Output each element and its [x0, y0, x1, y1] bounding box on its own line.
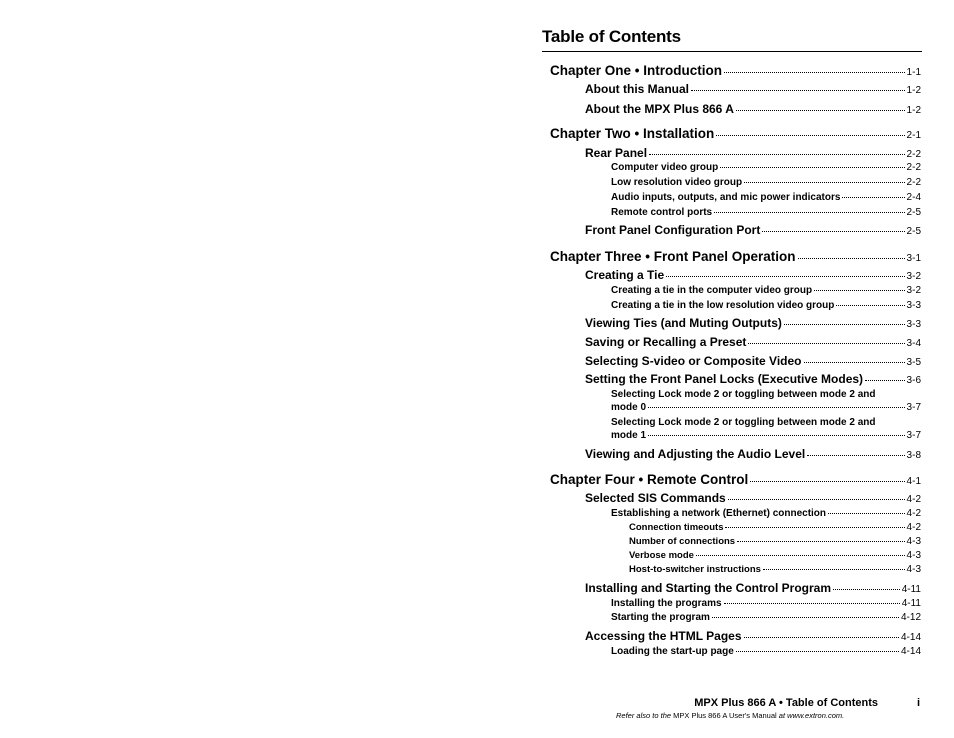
toc-page-number: 4-3: [906, 564, 921, 575]
toc-page-number: 4-11: [901, 584, 921, 595]
toc-label: Chapter Two • Installation: [550, 126, 715, 141]
toc-label: mode 0: [611, 402, 647, 413]
toc-label: Installing the programs: [611, 598, 722, 609]
toc-entry[interactable]: [585, 102, 921, 116]
toc-page-number: 2-2: [906, 162, 921, 173]
dot-leader: [836, 304, 904, 306]
dot-leader: [724, 71, 905, 73]
toc-page-number: 3-3: [906, 300, 921, 311]
toc-subentry[interactable]: [611, 646, 921, 657]
toc-page-number: 3-3: [906, 319, 921, 330]
toc-label: Viewing and Adjusting the Audio Level: [585, 447, 806, 461]
toc-label: Remote control ports: [611, 207, 713, 218]
toc-page-number: 3-6: [906, 375, 921, 386]
toc-subentry[interactable]: [611, 162, 921, 173]
toc-label: Viewing Ties (and Muting Outputs): [585, 316, 782, 330]
footer-note: [616, 711, 844, 720]
dot-leader: [750, 480, 904, 482]
toc-page-number: 1-2: [906, 105, 921, 116]
toc-subentry[interactable]: [611, 598, 921, 609]
toc-label: Selecting S-video or Composite Video: [585, 354, 802, 368]
dot-leader: [833, 588, 900, 590]
toc-entry[interactable]: [585, 447, 921, 461]
toc-subentry[interactable]: [611, 402, 921, 413]
toc-entry[interactable]: [585, 223, 921, 237]
toc-page-number: 4-12: [900, 612, 921, 623]
toc-page-number: 2-1: [906, 130, 921, 141]
dot-leader: [712, 616, 899, 618]
dot-leader: [725, 526, 904, 528]
toc-label: Host-to-switcher instructions: [629, 564, 761, 575]
toc-page-number: 4-14: [900, 646, 921, 657]
toc-label: Chapter Four • Remote Control: [550, 472, 749, 487]
toc-entry[interactable]: [585, 316, 921, 330]
dot-leader: [716, 134, 904, 136]
dot-leader: [784, 323, 905, 325]
toc-page-number: 3-2: [906, 285, 921, 296]
toc-label: About this Manual: [585, 82, 689, 96]
footer-page-number: i: [917, 697, 921, 709]
toc-subentry[interactable]: [611, 300, 921, 311]
dot-leader: [798, 257, 905, 259]
toc-page-number: 1-1: [906, 67, 921, 78]
footer-title: MPX Plus 866 A • Table of Contents: [694, 697, 878, 709]
toc-subentry[interactable]: [611, 177, 921, 188]
toc-page-number: 4-2: [906, 494, 921, 505]
dot-leader: [728, 498, 905, 500]
toc-label: Chapter Three • Front Panel Operation: [550, 249, 796, 264]
footer-note-prefix: Refer also to the: [616, 711, 672, 720]
toc-label: Rear Panel: [585, 146, 648, 160]
toc-subentry[interactable]: [611, 508, 921, 519]
toc-page-number: 3-7: [906, 402, 921, 413]
toc-chapter[interactable]: [550, 472, 921, 487]
toc-subentry-line1[interactable]: Selecting Lock mode 2 or toggling between mode 2 and: [611, 417, 876, 428]
toc-label: Creating a tie in the low resolution video group: [611, 300, 835, 311]
dot-leader: [648, 406, 905, 408]
toc-page: [542, 0, 922, 738]
toc-page-number: 4-11: [901, 598, 921, 609]
dot-leader: [691, 89, 905, 91]
toc-page-number: 4-3: [906, 536, 921, 547]
toc-entry[interactable]: [585, 82, 921, 96]
dot-leader: [748, 342, 904, 344]
dot-leader: [720, 166, 904, 168]
toc-page-number: 3-4: [906, 338, 921, 349]
toc-subentry[interactable]: [611, 430, 921, 441]
toc-label: Computer video group: [611, 162, 719, 173]
toc-subsubentry[interactable]: [629, 564, 921, 575]
dot-leader: [736, 109, 905, 111]
dot-leader: [714, 211, 904, 213]
dot-leader: [814, 289, 904, 291]
toc-label: mode 1: [611, 430, 647, 441]
dot-leader: [736, 650, 899, 652]
toc-label: Low resolution video group: [611, 177, 743, 188]
toc-page-number: 2-5: [906, 207, 921, 218]
dot-leader: [828, 512, 905, 514]
toc-chapter[interactable]: [550, 249, 921, 264]
toc-subentry[interactable]: [611, 285, 921, 296]
toc-label: Installing and Starting the Control Program: [585, 581, 832, 595]
toc-label: Front Panel Configuration Port: [585, 223, 761, 237]
dot-leader: [807, 454, 904, 456]
toc-label: Setting the Front Panel Locks (Executive Modes): [585, 372, 864, 386]
dot-leader: [724, 602, 900, 604]
toc-entry[interactable]: [585, 581, 921, 595]
toc-label: Creating a Tie: [585, 268, 665, 282]
toc-subentry[interactable]: [611, 612, 921, 623]
dot-leader: [865, 379, 904, 381]
dot-leader: [666, 275, 904, 277]
toc-label: Accessing the HTML Pages: [585, 629, 742, 643]
toc-chapter[interactable]: [550, 63, 921, 78]
dot-leader: [744, 636, 899, 638]
toc-page-number: 3-5: [906, 357, 921, 368]
toc-page-number: 3-2: [906, 271, 921, 282]
toc-chapter[interactable]: [550, 126, 921, 141]
footer-note-product: MPX Plus 866 A User's Manual: [673, 711, 777, 720]
toc-page-number: 4-2: [906, 508, 921, 519]
toc-page-number: 2-2: [906, 149, 921, 160]
toc-entry[interactable]: [585, 268, 921, 282]
toc-label: Loading the start-up page: [611, 646, 734, 657]
toc-label: Selected SIS Commands: [585, 491, 726, 505]
toc-subsubentry[interactable]: [629, 522, 921, 533]
toc-entry[interactable]: [585, 335, 921, 349]
dot-leader: [737, 540, 904, 542]
toc-label: About the MPX Plus 866 A: [585, 102, 734, 116]
dot-leader: [842, 196, 904, 198]
toc-page-number: 2-2: [906, 177, 921, 188]
toc-page-number: 3-1: [906, 253, 921, 264]
dot-leader: [648, 434, 905, 436]
toc-subsubentry[interactable]: [629, 550, 921, 561]
page-title: Table of Contents: [542, 27, 922, 52]
toc-label: Starting the program: [611, 612, 710, 623]
dot-leader: [804, 361, 905, 363]
toc-page-number: 2-5: [906, 226, 921, 237]
dot-leader: [763, 568, 905, 570]
toc-subentry-line1[interactable]: Selecting Lock mode 2 or toggling between mode 2 and: [611, 389, 876, 400]
toc-page-number: 3-7: [906, 430, 921, 441]
toc-page-number: 4-2: [906, 522, 921, 533]
toc-subsubentry[interactable]: [629, 536, 921, 547]
footer-note-suffix: at www.extron.com.: [778, 711, 845, 720]
toc-label: Audio inputs, outputs, and mic power indicators: [611, 192, 841, 203]
dot-leader: [649, 153, 905, 155]
toc-label: Saving or Recalling a Preset: [585, 335, 747, 349]
toc-page-number: 4-3: [906, 550, 921, 561]
toc-page-number: 4-14: [900, 632, 921, 643]
toc-label: Chapter One • Introduction: [550, 63, 722, 78]
toc-entry[interactable]: [585, 491, 921, 505]
toc-page-number: 4-1: [906, 476, 921, 487]
toc-label: Connection timeouts: [629, 522, 724, 533]
toc-page-number: 3-8: [906, 450, 921, 461]
toc-page-number: 1-2: [906, 85, 921, 96]
toc-entry[interactable]: [585, 629, 921, 643]
toc-entry[interactable]: [585, 372, 921, 386]
toc-subentry[interactable]: [611, 192, 921, 203]
toc-entry[interactable]: [585, 146, 921, 160]
toc-page-number: 2-4: [906, 192, 921, 203]
toc-entry[interactable]: [585, 354, 921, 368]
toc-label: Establishing a network (Ethernet) connection: [611, 508, 827, 519]
toc-label: Creating a tie in the computer video group: [611, 285, 813, 296]
toc-subentry[interactable]: [611, 207, 921, 218]
dot-leader: [762, 230, 904, 232]
toc-label: Verbose mode: [629, 550, 694, 561]
dot-leader: [744, 181, 904, 183]
toc-label: Number of connections: [629, 536, 736, 547]
dot-leader: [696, 554, 905, 556]
